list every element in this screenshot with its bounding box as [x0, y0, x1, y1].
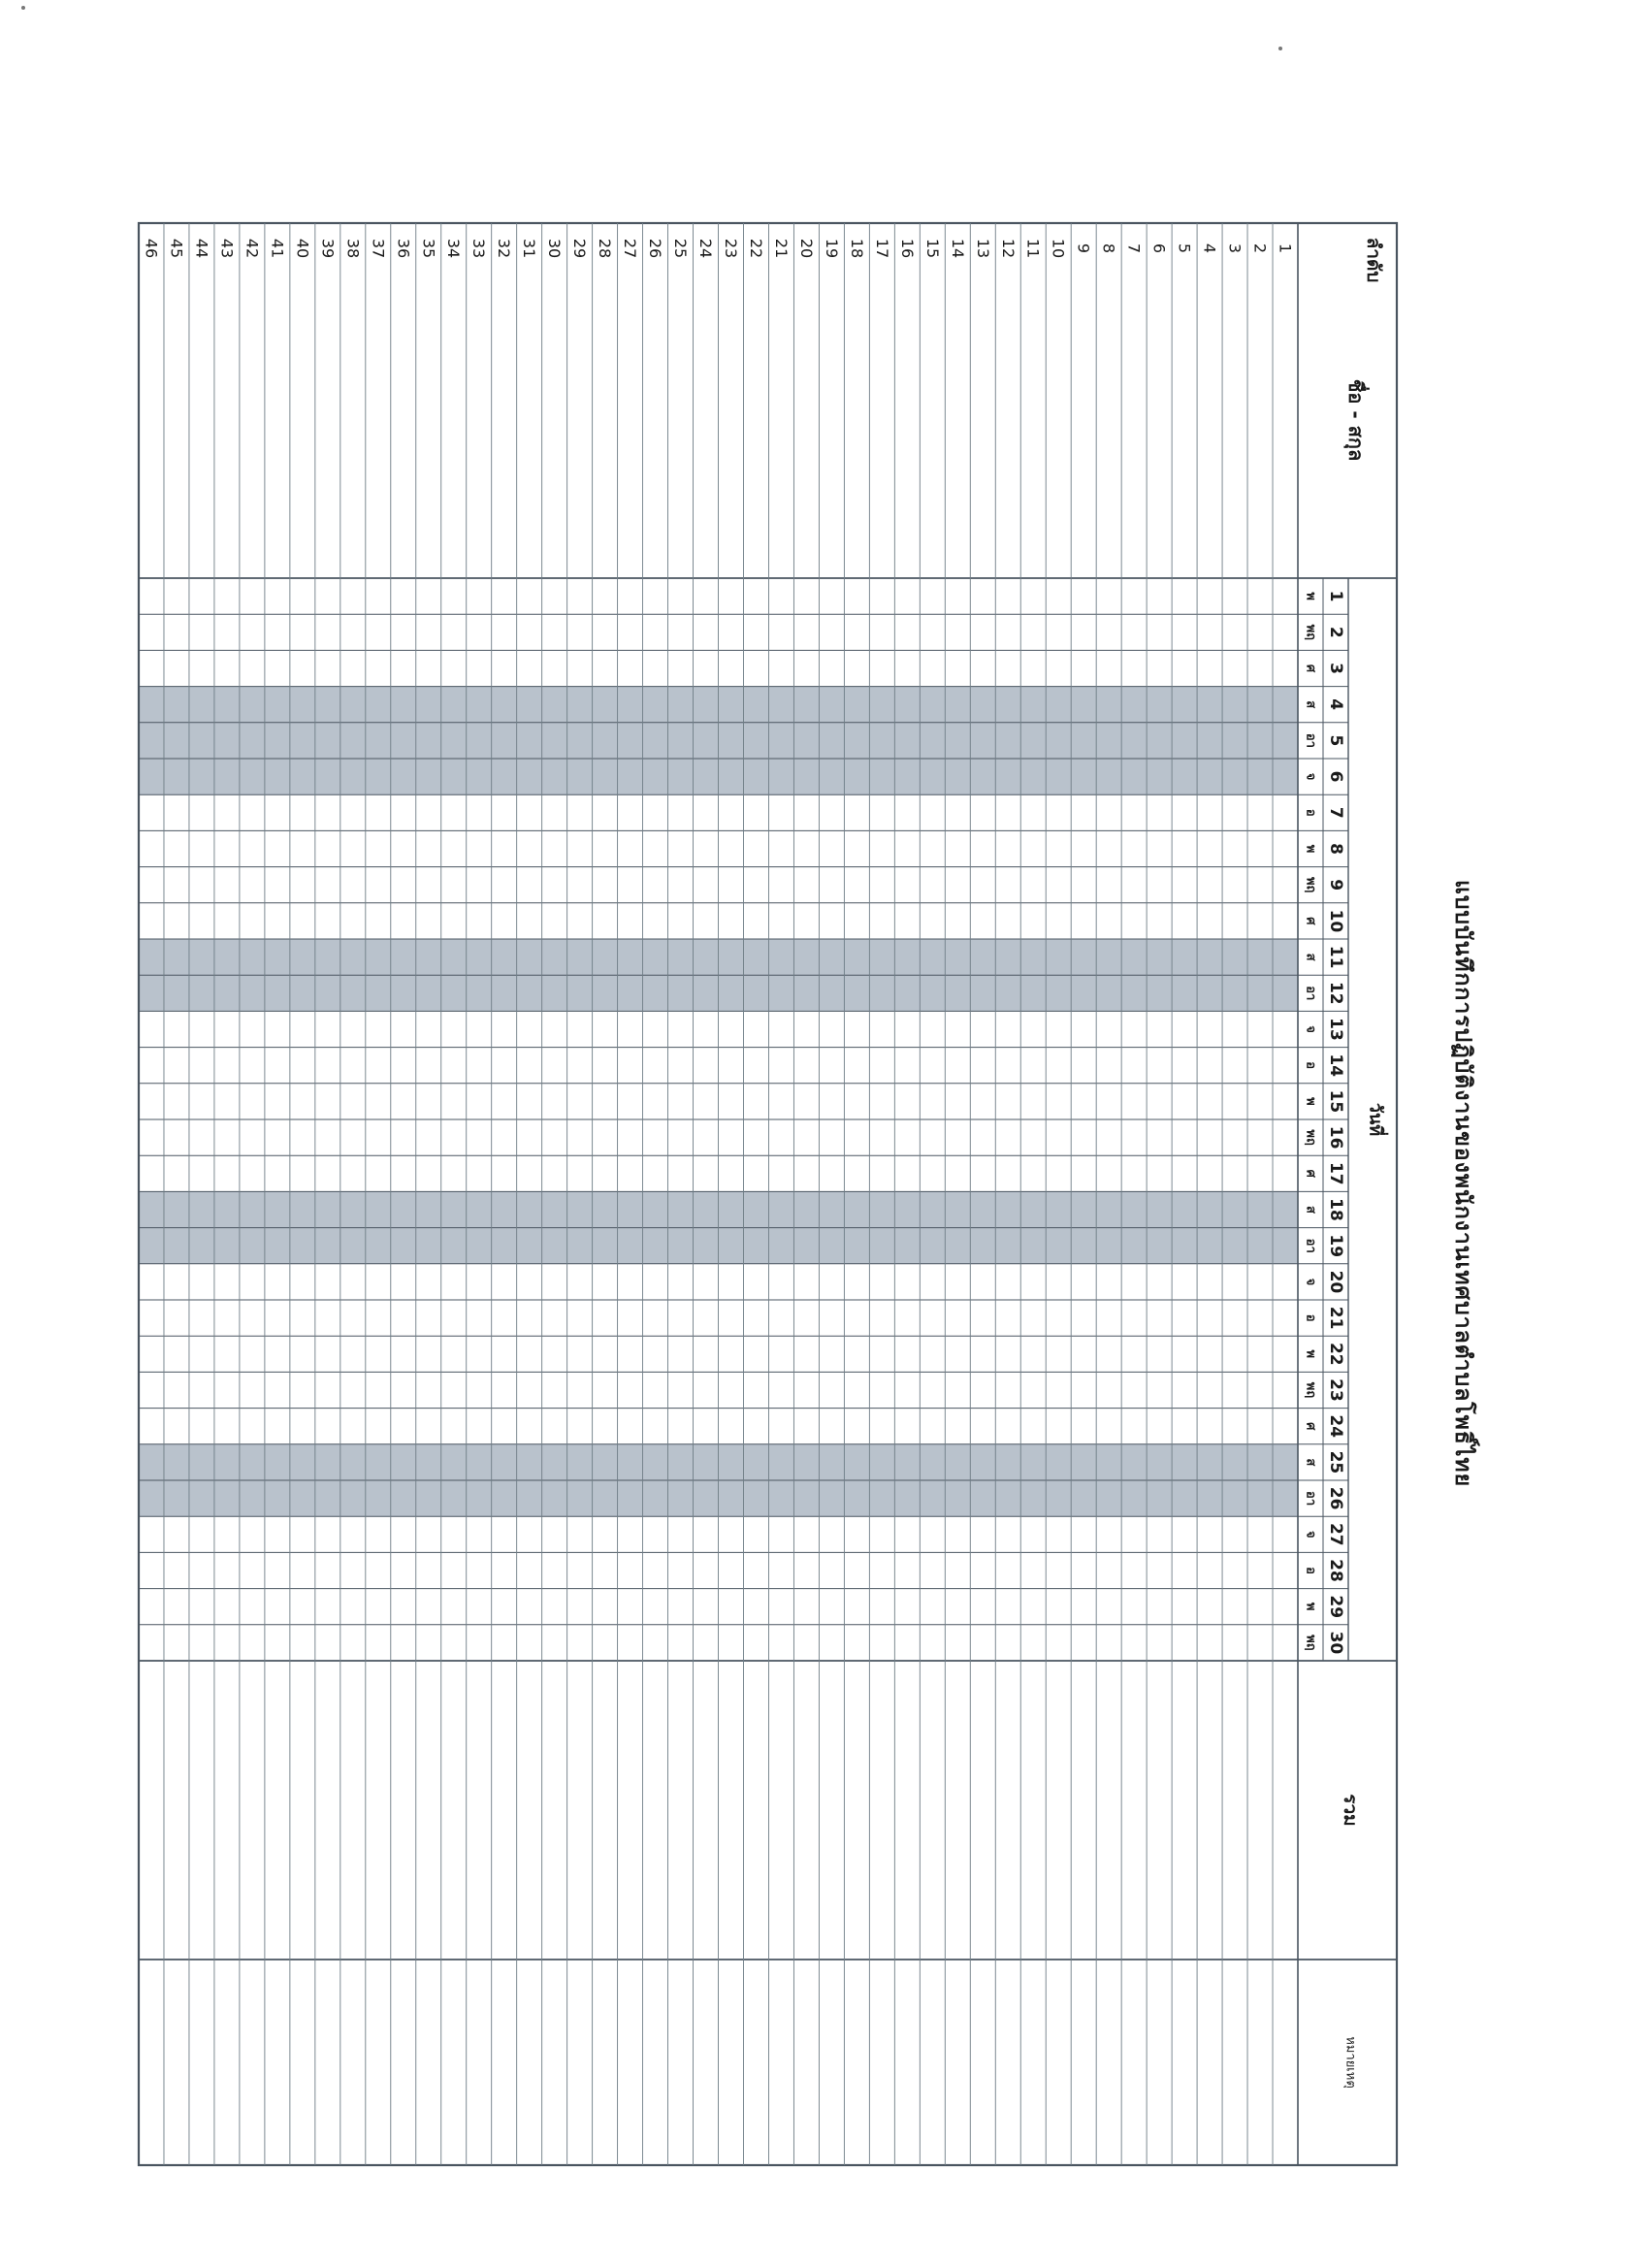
row-number: 20: [796, 238, 816, 259]
row-number: 31: [520, 238, 539, 259]
row-number: 29: [570, 238, 590, 259]
day-weekday: พ: [1303, 1097, 1318, 1106]
day-number: 10: [1326, 909, 1345, 933]
row-number: 23: [721, 238, 740, 259]
row-number: 2: [1250, 243, 1270, 254]
day-number: 6: [1326, 770, 1345, 783]
day-weekday: อ: [1303, 1061, 1318, 1070]
scan-speck: [1278, 47, 1282, 50]
day-number: 18: [1326, 1198, 1345, 1221]
day-weekday: อ: [1303, 1313, 1318, 1322]
row-number: 13: [973, 238, 992, 259]
row-number: 7: [1124, 243, 1144, 254]
day-number: 3: [1326, 663, 1345, 674]
row-number: 1: [1276, 243, 1295, 254]
header-note: หมายเหตุ: [1342, 2036, 1358, 2089]
day-number: 12: [1326, 981, 1345, 1005]
row-number: 45: [167, 238, 186, 259]
day-number: 26: [1326, 1486, 1345, 1510]
day-number: 21: [1326, 1306, 1345, 1330]
row-number: 18: [847, 238, 866, 259]
day-number: 16: [1326, 1125, 1345, 1150]
day-weekday: ส: [1303, 953, 1318, 961]
day-weekday: ส: [1303, 700, 1318, 709]
row-number: 4: [1200, 243, 1219, 254]
row-number: 36: [394, 238, 413, 259]
day-weekday: จ: [1303, 772, 1318, 781]
day-weekday: ส: [1303, 1458, 1318, 1467]
row-number: 21: [771, 238, 791, 259]
row-number: 32: [495, 238, 514, 259]
day-weekday: พ: [1303, 1602, 1318, 1611]
row-number: 35: [419, 238, 438, 259]
day-number: 9: [1326, 879, 1345, 891]
row-number: 15: [922, 238, 942, 259]
row-number: 5: [1175, 243, 1194, 254]
row-number: 30: [545, 238, 565, 259]
day-weekday: พฤ: [1303, 876, 1318, 893]
day-number: 24: [1326, 1414, 1345, 1439]
day-number: 17: [1326, 1161, 1345, 1185]
row-number: 16: [897, 238, 917, 259]
row-number: 33: [469, 238, 489, 259]
row-number: 41: [268, 238, 287, 259]
day-weekday: พฤ: [1303, 1129, 1318, 1146]
row-number: 39: [318, 238, 338, 259]
day-weekday: พฤ: [1303, 624, 1318, 641]
header-seq: ลำดับ: [1363, 237, 1384, 283]
day-weekday: จ: [1303, 1025, 1318, 1033]
day-number: 22: [1326, 1342, 1345, 1366]
header-days: วันที่: [1365, 1102, 1386, 1137]
row-number: 46: [142, 238, 161, 259]
row-number: 10: [1049, 238, 1068, 259]
day-number: 25: [1326, 1450, 1345, 1474]
day-weekday: อา: [1303, 1491, 1318, 1507]
row-number: 22: [746, 238, 765, 259]
day-number: 14: [1326, 1053, 1345, 1078]
day-weekday: ศ: [1303, 664, 1318, 673]
day-weekday: ศ: [1303, 917, 1318, 925]
row-number: 27: [621, 238, 640, 259]
day-number: 4: [1326, 698, 1345, 711]
day-weekday: ส: [1303, 1206, 1318, 1214]
day-number: 28: [1326, 1559, 1345, 1582]
day-number: 15: [1326, 1089, 1345, 1114]
day-number: 5: [1326, 734, 1345, 747]
day-number: 27: [1326, 1522, 1345, 1546]
header-name: ชื่อ - สกุล: [1344, 378, 1368, 462]
row-number: 19: [822, 238, 841, 259]
row-number: 9: [1074, 243, 1093, 254]
row-number: 17: [872, 238, 891, 259]
day-weekday: พฤ: [1303, 1635, 1318, 1651]
day-weekday: จ: [1303, 1278, 1318, 1286]
row-number: 44: [192, 238, 211, 259]
day-weekday: อ: [1303, 1567, 1318, 1574]
day-weekday: อา: [1303, 732, 1318, 748]
row-number: 8: [1099, 243, 1118, 254]
row-number: 14: [948, 238, 967, 259]
row-number: 6: [1149, 243, 1169, 254]
table-text: [142, 238, 1388, 2089]
row-number: 26: [646, 238, 665, 259]
document-title: แบบบันทึกการปฏิบัติงานของพนักงานเทศบาลตำบลโพธิ์ไทย: [1450, 879, 1475, 1488]
day-weekday: จ: [1303, 1530, 1318, 1539]
day-weekday: ศ: [1303, 1422, 1318, 1431]
header-total: รวม: [1340, 1794, 1361, 1827]
row-number: 43: [217, 238, 237, 259]
day-weekday: พ: [1303, 1349, 1318, 1359]
day-weekday: ศ: [1303, 1169, 1318, 1178]
row-number: 11: [1023, 238, 1043, 259]
day-number: 7: [1326, 806, 1345, 819]
row-number: 34: [444, 238, 464, 259]
row-number: 40: [293, 238, 312, 259]
day-number: 13: [1326, 1018, 1345, 1041]
day-number: 30: [1326, 1631, 1345, 1655]
day-number: 29: [1326, 1595, 1345, 1619]
row-number: 3: [1225, 243, 1245, 254]
row-number: 24: [696, 238, 716, 259]
row-number: 42: [242, 238, 262, 259]
day-number: 8: [1326, 843, 1345, 855]
row-number: 28: [596, 238, 615, 259]
day-number: 20: [1326, 1270, 1345, 1294]
row-number: 37: [369, 238, 388, 259]
day-weekday: อ: [1303, 808, 1318, 817]
day-weekday: อา: [1303, 1238, 1318, 1253]
day-weekday: พ: [1303, 592, 1318, 600]
row-number: 12: [998, 238, 1018, 259]
day-number: 23: [1326, 1378, 1345, 1402]
day-number: 1: [1326, 590, 1345, 602]
scan-speck: [21, 6, 25, 10]
day-number: 11: [1326, 945, 1345, 969]
row-number: 25: [671, 238, 691, 259]
day-weekday: พ: [1303, 844, 1318, 854]
day-weekday: พฤ: [1303, 1381, 1318, 1399]
day-weekday: อา: [1303, 986, 1318, 1001]
row-number: 38: [343, 238, 363, 259]
day-number: 19: [1326, 1234, 1345, 1258]
day-number: 2: [1326, 626, 1345, 638]
